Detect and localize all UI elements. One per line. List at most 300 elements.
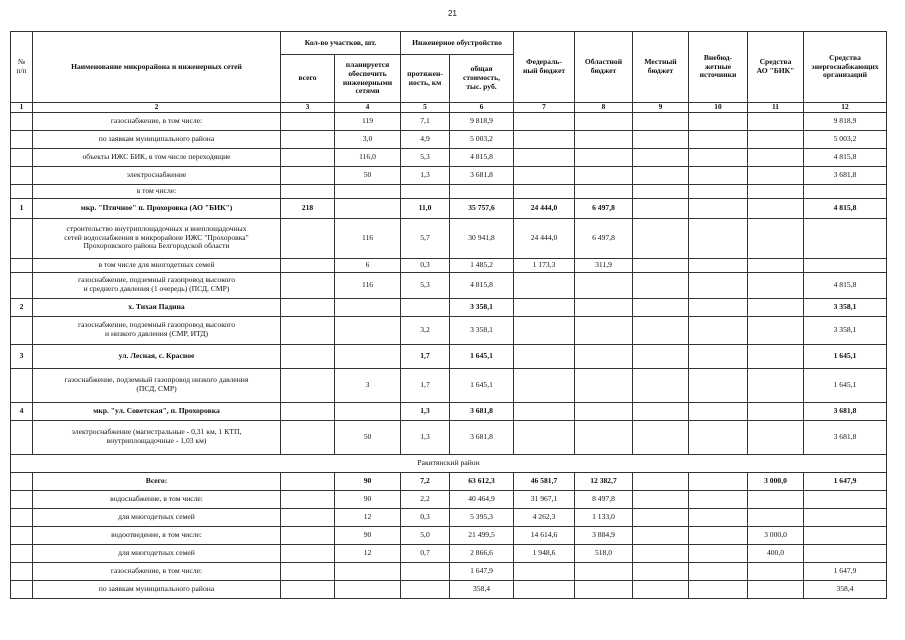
- table-cell: 3,0: [335, 130, 401, 148]
- table-cell: [804, 218, 887, 258]
- table-cell: 90: [335, 472, 401, 490]
- table-cell: [11, 526, 33, 544]
- table-row: [11, 184, 887, 198]
- table-cell: 1,3: [401, 402, 450, 420]
- table-row: [11, 508, 887, 526]
- table-cell: 35 757,6: [450, 198, 514, 218]
- table-cell: [514, 580, 575, 598]
- table-cell: [281, 490, 335, 508]
- table-cell: [281, 526, 335, 544]
- table-cell: [804, 526, 887, 544]
- row-name-cell: мкр. "ул. Советская", п. Прохоровка: [33, 402, 281, 420]
- section-row: [11, 454, 887, 472]
- row-name-cell: строительство внутриплощадочных и внеплощадочных сетей водоснабжения в микрорайоне ИЖС "Прохоровка" Прохоровского района Белгородской области: [33, 218, 281, 258]
- table-row: [11, 130, 887, 148]
- table-cell: [11, 316, 33, 344]
- table-cell: [575, 562, 633, 580]
- table-cell: 9 818,9: [450, 112, 514, 130]
- table-cell: 1,3: [401, 166, 450, 184]
- column-number: 8: [575, 103, 633, 113]
- section-title: Ракитянский район: [11, 454, 887, 472]
- table-cell: [689, 490, 748, 508]
- table-cell: [633, 272, 689, 298]
- table-cell: [514, 112, 575, 130]
- table-cell: [748, 184, 804, 198]
- table-cell: [11, 184, 33, 198]
- row-name-cell: ул. Лесная, с. Красное: [33, 344, 281, 368]
- page-number: 21: [448, 9, 457, 18]
- table-cell: [575, 298, 633, 316]
- table-cell: [335, 316, 401, 344]
- table-cell: 218: [281, 198, 335, 218]
- table-cell: [633, 130, 689, 148]
- table-cell: [804, 490, 887, 508]
- row-name-cell: газоснабжение, подземный газопровод высокого и низкого давления (СМР, ИТД): [33, 316, 281, 344]
- table-cell: [748, 420, 804, 454]
- table-cell: [748, 562, 804, 580]
- table-cell: 1 647,9: [804, 562, 887, 580]
- table-cell: [11, 544, 33, 562]
- table-cell: 311,9: [575, 258, 633, 272]
- table-row: [11, 368, 887, 402]
- table-cell: [281, 218, 335, 258]
- table-cell: [575, 316, 633, 344]
- table-row: [11, 272, 887, 298]
- table-cell: [633, 508, 689, 526]
- table-cell: [335, 298, 401, 316]
- table-cell: 0,3: [401, 508, 450, 526]
- row-name-cell: электроснабжение: [33, 166, 281, 184]
- table-cell: 1 948,6: [514, 544, 575, 562]
- table-cell: 7,1: [401, 112, 450, 130]
- column-number: 9: [633, 103, 689, 113]
- table-cell: [575, 344, 633, 368]
- table-cell: [514, 148, 575, 166]
- header-bik: Средства АО "БИК": [748, 32, 804, 103]
- table-cell: 90: [335, 490, 401, 508]
- table-cell: [11, 472, 33, 490]
- table-row: [11, 258, 887, 272]
- column-number: 11: [748, 103, 804, 113]
- table-cell: [748, 508, 804, 526]
- table-cell: [401, 298, 450, 316]
- table-cell: 21 499,5: [450, 526, 514, 544]
- table-cell: 0,7: [401, 544, 450, 562]
- table-cell: 8 497,8: [575, 490, 633, 508]
- table-cell: 5,0: [401, 526, 450, 544]
- table-cell: 4 815,8: [450, 148, 514, 166]
- table-cell: [11, 490, 33, 508]
- table-cell: 7,2: [401, 472, 450, 490]
- table-cell: [575, 402, 633, 420]
- table-cell: 3,2: [401, 316, 450, 344]
- table-cell: [514, 368, 575, 402]
- table-cell: [633, 258, 689, 272]
- header-federal: Федераль- ный бюджет: [514, 32, 575, 103]
- table-cell: [633, 316, 689, 344]
- row-name-cell: газоснабжение, подземный газопровод высокого и среднего давления (1 очередь) (ПСД, СМР): [33, 272, 281, 298]
- row-name-cell: газоснабжение, в том числе:: [33, 562, 281, 580]
- row-name-cell: для многодетных семей: [33, 544, 281, 562]
- table-cell: [633, 148, 689, 166]
- table-cell: 12 382,7: [575, 472, 633, 490]
- table-cell: [804, 544, 887, 562]
- table-row: [11, 526, 887, 544]
- table-cell: 3 681,8: [450, 420, 514, 454]
- table-cell: 6: [335, 258, 401, 272]
- table-cell: [11, 580, 33, 598]
- table-cell: [335, 580, 401, 598]
- table-cell: 4 815,8: [804, 198, 887, 218]
- table-cell: 3 358,1: [804, 316, 887, 344]
- table-cell: 63 612,3: [450, 472, 514, 490]
- table-cell: 50: [335, 420, 401, 454]
- table-cell: [281, 272, 335, 298]
- table-cell: [281, 130, 335, 148]
- table-cell: 2: [11, 298, 33, 316]
- table-cell: [514, 402, 575, 420]
- table-cell: [689, 130, 748, 148]
- table-cell: [575, 112, 633, 130]
- table-cell: [335, 184, 401, 198]
- header-number: № п/п: [11, 32, 33, 103]
- table-cell: [575, 148, 633, 166]
- table-cell: [281, 298, 335, 316]
- table-cell: [748, 166, 804, 184]
- table-cell: [575, 420, 633, 454]
- header-energy: Средства энергоснабжающих организаций: [804, 32, 887, 103]
- table-cell: 5,3: [401, 272, 450, 298]
- table-cell: 400,0: [748, 544, 804, 562]
- column-number: 6: [450, 103, 514, 113]
- table-cell: [689, 218, 748, 258]
- table-cell: 6 497,8: [575, 218, 633, 258]
- header-plots-total: всего: [281, 55, 335, 103]
- table-cell: [11, 218, 33, 258]
- table-cell: 1 485,2: [450, 258, 514, 272]
- table-cell: [689, 184, 748, 198]
- table-cell: 5,3: [401, 148, 450, 166]
- column-number: 4: [335, 103, 401, 113]
- table-cell: [575, 166, 633, 184]
- table-cell: [11, 258, 33, 272]
- table-cell: [575, 368, 633, 402]
- header-engineering-group: Инженерное обустройство: [401, 32, 514, 55]
- table-row: [11, 402, 887, 420]
- table-row: [11, 544, 887, 562]
- table-cell: 1 645,1: [804, 344, 887, 368]
- table-cell: [11, 130, 33, 148]
- table-cell: 2 866,6: [450, 544, 514, 562]
- table-cell: [748, 368, 804, 402]
- row-name-cell: в том числе:: [33, 184, 281, 198]
- table-cell: [633, 218, 689, 258]
- table-cell: [281, 580, 335, 598]
- table-cell: 5,7: [401, 218, 450, 258]
- row-name-cell: по заявкам муниципального района: [33, 130, 281, 148]
- column-number: 2: [33, 103, 281, 113]
- table-cell: 11,0: [401, 198, 450, 218]
- row-name-cell: объекты ИЖС БИК, в том числе переходящие: [33, 148, 281, 166]
- table-cell: [281, 166, 335, 184]
- table-row: [11, 198, 887, 218]
- table-cell: [281, 258, 335, 272]
- table-cell: [689, 148, 748, 166]
- table-cell: [401, 562, 450, 580]
- header-plots-group: Кол-во участков, шт.: [281, 32, 401, 55]
- table-cell: 31 967,1: [514, 490, 575, 508]
- table-row: [11, 490, 887, 508]
- table-cell: 4 815,8: [450, 272, 514, 298]
- table-cell: [575, 184, 633, 198]
- table-cell: [804, 258, 887, 272]
- table-cell: [281, 402, 335, 420]
- table-row: [11, 580, 887, 598]
- table-cell: [748, 112, 804, 130]
- table-cell: [748, 402, 804, 420]
- table-cell: 3 681,8: [804, 420, 887, 454]
- table-cell: 5 003,2: [450, 130, 514, 148]
- table-cell: [748, 198, 804, 218]
- table-cell: 1 645,1: [450, 368, 514, 402]
- table-row: [11, 562, 887, 580]
- table-cell: 1 647,9: [804, 472, 887, 490]
- table-cell: [689, 272, 748, 298]
- table-cell: 5 003,2: [804, 130, 887, 148]
- table-cell: [281, 368, 335, 402]
- table-cell: 4 815,8: [804, 272, 887, 298]
- table-cell: [514, 344, 575, 368]
- column-number: 12: [804, 103, 887, 113]
- table-cell: [748, 258, 804, 272]
- header-length: протяжен- ность, км: [401, 55, 450, 103]
- table-cell: [514, 298, 575, 316]
- table-cell: 116: [335, 218, 401, 258]
- table-cell: 3 358,1: [450, 316, 514, 344]
- table-cell: 3 884,9: [575, 526, 633, 544]
- table-cell: 50: [335, 166, 401, 184]
- table-cell: [401, 184, 450, 198]
- table-cell: 1 173,3: [514, 258, 575, 272]
- table-cell: [689, 344, 748, 368]
- table-cell: 12: [335, 544, 401, 562]
- table-cell: [11, 368, 33, 402]
- table-cell: [633, 490, 689, 508]
- table-cell: [335, 402, 401, 420]
- row-name-cell: водоотведение, в том числе:: [33, 526, 281, 544]
- table-cell: [748, 130, 804, 148]
- table-cell: 4,9: [401, 130, 450, 148]
- table-cell: [575, 580, 633, 598]
- table-cell: [633, 526, 689, 544]
- table-cell: 1 645,1: [450, 344, 514, 368]
- table-cell: [281, 562, 335, 580]
- column-number: 1: [11, 103, 33, 113]
- table-cell: 24 444,0: [514, 218, 575, 258]
- table-cell: 1 647,9: [450, 562, 514, 580]
- table-cell: [689, 472, 748, 490]
- table-cell: 3 358,1: [804, 298, 887, 316]
- table-body: [11, 112, 887, 598]
- table-cell: [575, 130, 633, 148]
- table-cell: [514, 420, 575, 454]
- table-cell: [748, 148, 804, 166]
- table-cell: [633, 184, 689, 198]
- table-cell: [514, 130, 575, 148]
- table-cell: 30 941,8: [450, 218, 514, 258]
- table-cell: [689, 368, 748, 402]
- table-cell: [11, 112, 33, 130]
- table-cell: [804, 508, 887, 526]
- table-cell: [401, 580, 450, 598]
- table-cell: 119: [335, 112, 401, 130]
- table-cell: [689, 508, 748, 526]
- table-cell: [748, 580, 804, 598]
- table-cell: 358,4: [450, 580, 514, 598]
- table-cell: [11, 508, 33, 526]
- table-cell: 1,3: [401, 420, 450, 454]
- table-cell: [748, 272, 804, 298]
- table-cell: 9 818,9: [804, 112, 887, 130]
- table-cell: [689, 298, 748, 316]
- table-cell: [514, 166, 575, 184]
- table-cell: [689, 198, 748, 218]
- table-cell: [689, 562, 748, 580]
- table-cell: 518,0: [575, 544, 633, 562]
- table-cell: 4: [11, 402, 33, 420]
- table-header: [11, 32, 887, 113]
- table-cell: [748, 316, 804, 344]
- row-name-cell: электроснабжение (магистральные - 0,31 км, 1 КТП, внутриплощадочные - 1,03 км): [33, 420, 281, 454]
- table-cell: 4 815,8: [804, 148, 887, 166]
- table-cell: [281, 472, 335, 490]
- table-cell: [633, 544, 689, 562]
- row-name-cell: по заявкам муниципального района: [33, 580, 281, 598]
- table-cell: 116: [335, 272, 401, 298]
- table-cell: 24 444,0: [514, 198, 575, 218]
- table-cell: [335, 344, 401, 368]
- table-cell: 0,3: [401, 258, 450, 272]
- row-name-cell: водоснабжение, в том числе:: [33, 490, 281, 508]
- table-cell: 3 681,8: [450, 402, 514, 420]
- table-cell: [450, 184, 514, 198]
- table-cell: [633, 580, 689, 598]
- financing-table: [10, 31, 887, 599]
- table-row: [11, 166, 887, 184]
- row-name-cell: для многодетных семей: [33, 508, 281, 526]
- table-cell: [11, 420, 33, 454]
- row-name-cell: мкр. "Птичное" п. Прохоровка (АО "БИК"): [33, 198, 281, 218]
- column-number: 10: [689, 103, 748, 113]
- table-cell: [281, 508, 335, 526]
- table-cell: 1 133,0: [575, 508, 633, 526]
- table-cell: [281, 148, 335, 166]
- table-cell: 1,7: [401, 368, 450, 402]
- table-cell: 3 681,8: [450, 166, 514, 184]
- table-cell: 1,7: [401, 344, 450, 368]
- row-name-cell: Всего:: [33, 472, 281, 490]
- column-number: 7: [514, 103, 575, 113]
- table-row: [11, 298, 887, 316]
- table-row: [11, 420, 887, 454]
- table-cell: 3 000,0: [748, 526, 804, 544]
- table-cell: 1 645,1: [804, 368, 887, 402]
- column-number: 5: [401, 103, 450, 113]
- table-cell: [514, 562, 575, 580]
- table-cell: [633, 562, 689, 580]
- table-cell: [633, 472, 689, 490]
- row-name-cell: х. Тихая Падина: [33, 298, 281, 316]
- table-row: [11, 218, 887, 258]
- table-row: [11, 316, 887, 344]
- table-cell: [689, 258, 748, 272]
- table-cell: [633, 198, 689, 218]
- table-cell: 12: [335, 508, 401, 526]
- table-row: [11, 344, 887, 368]
- table-cell: [281, 544, 335, 562]
- row-name-cell: в том числе для многодетных семей: [33, 258, 281, 272]
- table-cell: [335, 198, 401, 218]
- table-cell: 3 681,8: [804, 166, 887, 184]
- table-cell: [689, 544, 748, 562]
- table-cell: [748, 218, 804, 258]
- table-cell: [689, 420, 748, 454]
- table-row: [11, 112, 887, 130]
- table-cell: [748, 490, 804, 508]
- table-cell: [748, 298, 804, 316]
- header-local: Местный бюджет: [633, 32, 689, 103]
- column-number: 3: [281, 103, 335, 113]
- table-cell: [804, 184, 887, 198]
- table-cell: [689, 580, 748, 598]
- table-cell: 358,4: [804, 580, 887, 598]
- header-name: Наименование микрорайона и инженерных сетей: [33, 32, 281, 103]
- table-cell: [11, 272, 33, 298]
- table-cell: 2,2: [401, 490, 450, 508]
- table-cell: [514, 272, 575, 298]
- table-cell: [281, 112, 335, 130]
- table-cell: [633, 298, 689, 316]
- table-cell: 6 497,8: [575, 198, 633, 218]
- table-cell: 3 000,0: [748, 472, 804, 490]
- table-cell: 3: [11, 344, 33, 368]
- table-cell: [335, 562, 401, 580]
- table-cell: [11, 562, 33, 580]
- table-cell: 46 581,7: [514, 472, 575, 490]
- table-cell: [633, 420, 689, 454]
- table-cell: [281, 344, 335, 368]
- table-cell: [11, 148, 33, 166]
- table-cell: 4 262,3: [514, 508, 575, 526]
- table-cell: [689, 316, 748, 344]
- table-cell: 1: [11, 198, 33, 218]
- table-cell: [689, 112, 748, 130]
- table-cell: [633, 368, 689, 402]
- table-cell: [281, 420, 335, 454]
- row-name-cell: газоснабжение, подземный газопровод низкого давления (ПСД, СМР): [33, 368, 281, 402]
- table-cell: [689, 526, 748, 544]
- table-cell: 40 464,9: [450, 490, 514, 508]
- header-cost: общая стоимость, тыс. руб.: [450, 55, 514, 103]
- table-cell: 5 395,3: [450, 508, 514, 526]
- header-plots-planned: планируется обеспечить инженерными сетями: [335, 55, 401, 103]
- table-cell: [748, 344, 804, 368]
- table-cell: [633, 402, 689, 420]
- row-name-cell: газоснабжение, в том числе:: [33, 112, 281, 130]
- table-cell: [633, 112, 689, 130]
- table-cell: [633, 166, 689, 184]
- table-cell: [11, 166, 33, 184]
